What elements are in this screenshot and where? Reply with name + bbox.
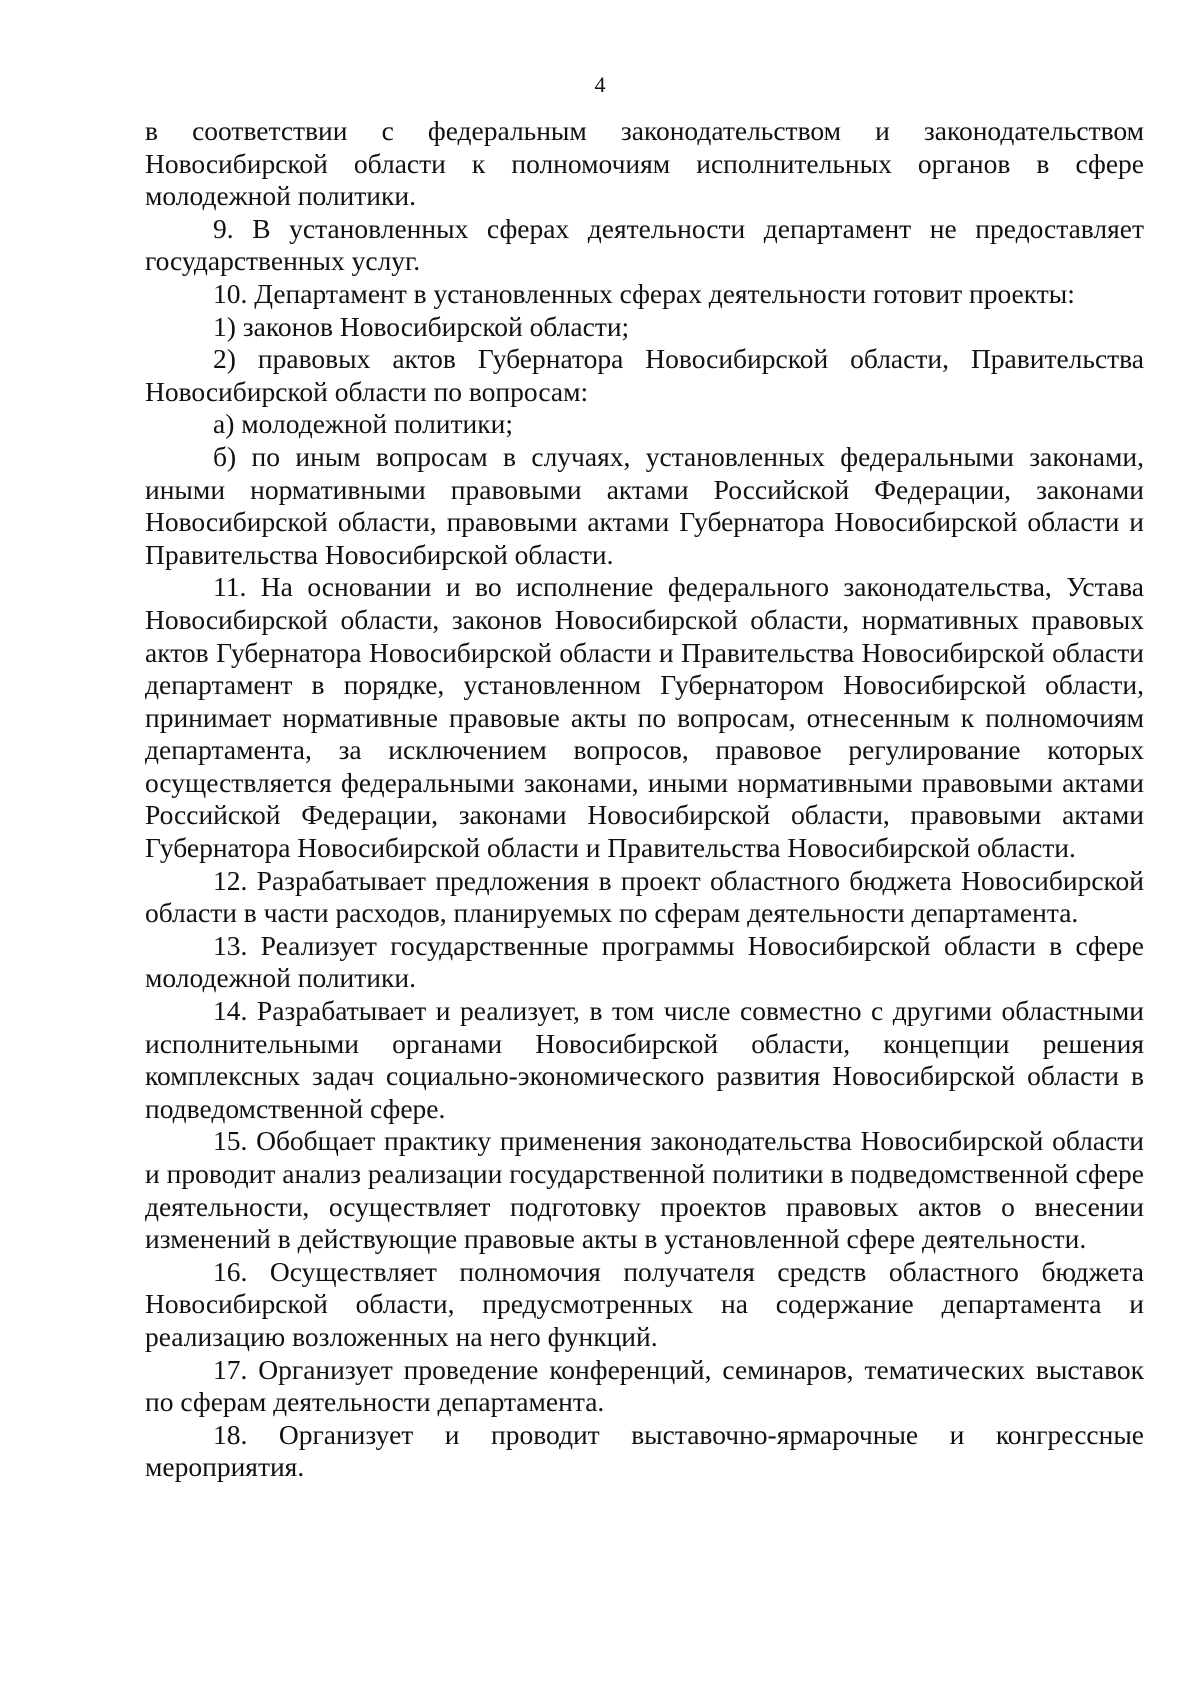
paragraph-item-14: 14. Разрабатывает и реализует, в том числе совместно с другими областными исполнительными органами Новосибирской области, концепции решения комплексных задач социально-экономического развития Новосибирской области в подведомственной сфере. <box>145 995 1144 1124</box>
paragraph-item-12: 12. Разрабатывает предложения в проект областного бюджета Новосибирской области в части расходов, планируемых по сферам деятельности департамента. <box>145 864 1144 929</box>
paragraph-intro-continuation: в соответствии с федеральным законодательством и законодательством Новосибирской области к полномочиям исполнительных органов в сфере молодежной политики. <box>145 115 1144 212</box>
paragraph-item-16: 16. Осуществляет полномочия получателя средств областного бюджета Новосибирской области, предусмотренных на содержание департамента и реализацию возложенных на него функций. <box>145 1255 1144 1352</box>
paragraph-item-11: 11. На основании и во исполнение федерального законодательства, Устава Новосибирской области, законов Новосибирской области, нормативных правовых актов Губернатора Новосибирской области и Правительства Новосибирской области департамент в порядке, установленном Губернатором Новосибирской области, принимает нормативные правовые акты по вопросам, отнесенным к полномочиям департамента, за исключением вопросов, правовое регулирование которых осуществляется федеральными законами, иными нормативными правовыми актами Российской Федерации, законами Новосибирской области, правовыми актами Губернатора Новосибирской области и Правительства Новосибирской области. <box>145 571 1144 864</box>
paragraph-item-18: 18. Организует и проводит выставочно-ярмарочные и конгрессные мероприятия. <box>145 1418 1144 1483</box>
paragraph-item-10-1: 1) законов Новосибирской области; <box>213 310 630 342</box>
paragraph-item-10-2: 2) правовых актов Губернатора Новосибирской области, Правительства Новосибирской области по вопросам: <box>145 343 1144 407</box>
paragraph-item-13: 13. Реализует государственные программы Новосибирской области в сфере молодежной политики. <box>145 929 1144 994</box>
paragraph-item-10-2-a: а) молодежной политики; <box>213 408 513 440</box>
page-number: 4 <box>594 72 606 97</box>
paragraph-item-10-2-b: б) по иным вопросам в случаях, установленных федеральными законами, иными нормативными правовыми актами Российской Федерации, законами Новосибирской области, правовыми актами Губернатора Новосибирской области и Правительства Новосибирской области. <box>145 440 1144 570</box>
document-body <box>145 115 1144 1484</box>
paragraph-item-15: 15. Обобщает практику применения законодательства Новосибирской области и проводит анализ реализации государственной политики в подведомственной сфере деятельности, осуществляет подготовку проектов правовых актов о внесении изменений в действующие правовые акты в установленной сфере деятельности. <box>145 1125 1144 1255</box>
paragraph-item-9: 9. В установленных сферах деятельности департамент не предоставляет государственных услуг. <box>145 212 1144 277</box>
paragraph-item-10: 10. Департамент в установленных сферах деятельности готовит проекты: <box>213 277 1075 309</box>
paragraph-item-17: 17. Организует проведение конференций, семинаров, тематических выставок по сферам деятельности департамента. <box>145 1353 1144 1418</box>
